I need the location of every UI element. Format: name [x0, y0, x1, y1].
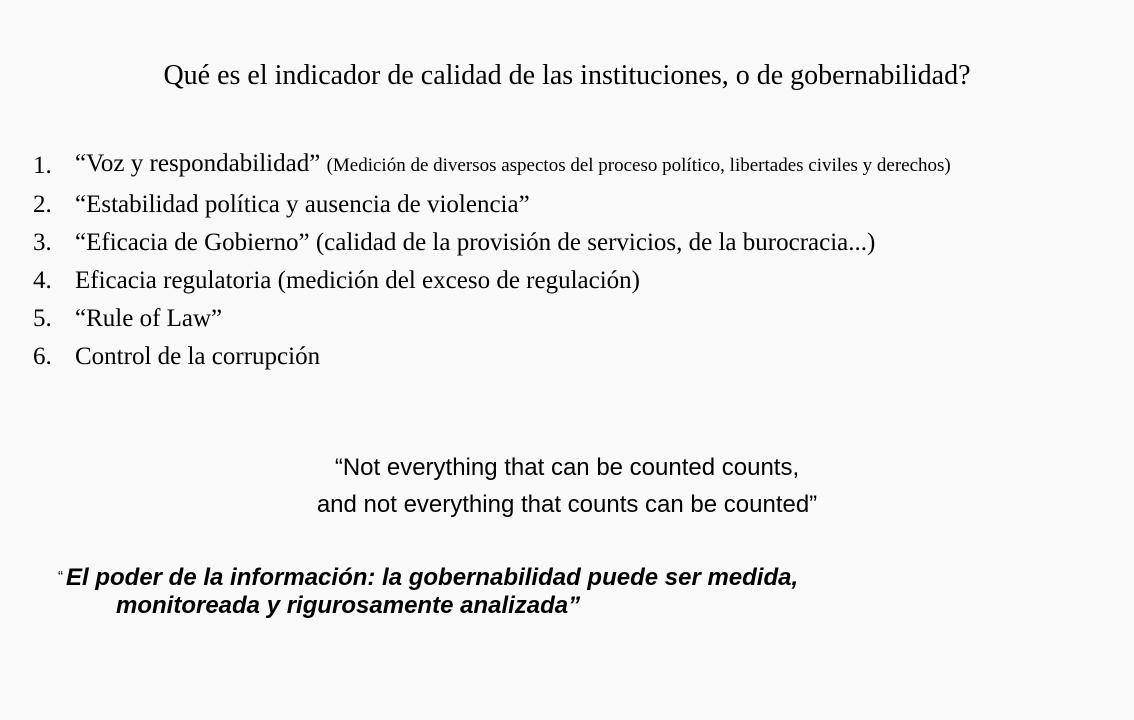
- list-item-number: 6.: [33, 343, 52, 370]
- footer-line-2: monitoreada y rigurosamente analizada”: [116, 592, 581, 619]
- list-item-text: “Rule of Law”: [75, 305, 223, 332]
- list-item-note: (Medición de diversos aspectos del proceso político, libertades civiles y derechos): [326, 155, 951, 176]
- list-item-number: 5.: [33, 305, 52, 332]
- list-item-number: 3.: [33, 229, 52, 256]
- indicator-list: [33, 152, 1113, 380]
- footer-open-quote: “: [58, 568, 63, 585]
- list-item: [33, 266, 1113, 296]
- footer-line-1: El poder de la información: la gobernabilidad puede ser medida,: [66, 564, 799, 591]
- list-item-text: Control de la corrupción: [75, 343, 321, 370]
- list-item: [33, 304, 1113, 334]
- list-item: [33, 228, 1113, 258]
- slide-title: Qué es el indicador de calidad de las instituciones, o de gobernabilidad?: [163, 60, 971, 91]
- list-item-number: 2.: [33, 191, 52, 218]
- quote-line-2: and not everything that counts can be counted”: [316, 491, 818, 518]
- list-item-number: 4.: [33, 267, 52, 294]
- list-item-text: “Voz y respondabilidad”: [75, 150, 321, 177]
- quote-line-1: “Not everything that can be counted counts,: [334, 454, 800, 481]
- list-item: [33, 342, 1113, 372]
- list-item: [33, 152, 1113, 178]
- list-item-text: “Eficacia de Gobierno” (calidad de la provisión de servicios, de la burocracia...): [75, 229, 876, 256]
- list-item-text: Eficacia regulatoria (medición del exceso de regulación): [75, 267, 640, 294]
- footer-statement: [58, 563, 1098, 620]
- list-item-number: 1.: [33, 152, 52, 179]
- list-item-text: “Estabilidad política y ausencia de violencia”: [75, 191, 530, 218]
- list-item: [33, 190, 1113, 220]
